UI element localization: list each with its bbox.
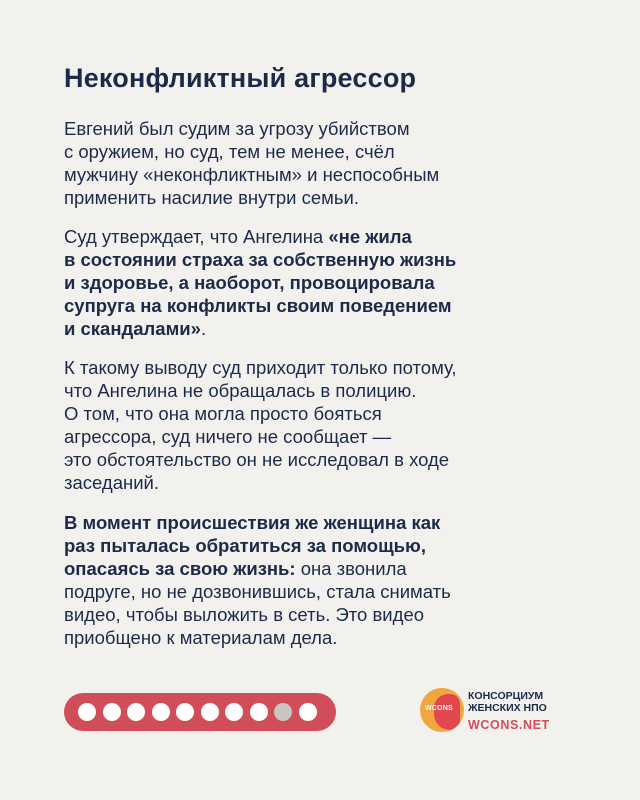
progress-dot — [103, 703, 121, 721]
text-line — [64, 294, 584, 317]
paragraph-2 — [64, 225, 584, 340]
text-line — [64, 225, 584, 248]
text-line — [64, 271, 584, 294]
text-segment: приобщено к материалам дела. — [64, 627, 338, 648]
text-segment: подруге, но не дозвонившись, стала снимать — [64, 581, 451, 602]
progress-dot — [299, 703, 317, 721]
text-line — [64, 163, 584, 186]
page-title: Неконфликтный агрессор — [64, 63, 417, 93]
text-line — [64, 140, 584, 163]
logo-mark-text: WCONS — [425, 705, 453, 712]
logo-url: WCONS.NET — [468, 718, 550, 732]
text-segment: мужчину «неконфликтным» и неспособным — [64, 164, 440, 185]
text-segment: видео, чтобы выложить в сеть. Это видео — [64, 604, 425, 625]
text-segment: О том, что она могла просто бояться — [64, 403, 382, 424]
bold-text-segment: «не жила — [328, 226, 412, 247]
text-line — [64, 603, 584, 626]
text-segment: это обстоятельство он не исследовал в ходе — [64, 449, 450, 470]
logo-name — [468, 690, 547, 714]
logo-name-line2: ЖЕНСКИХ НПО — [468, 702, 547, 714]
text-segment: применить насилие внутри семьи. — [64, 187, 359, 208]
text-line — [64, 117, 584, 140]
text-segment: что Ангелина не обращалась в полицию. — [64, 380, 417, 401]
bold-text-segment: раз пыталась обратиться за помощью, — [64, 535, 426, 556]
text-line — [64, 317, 584, 340]
text-segment: заседаний. — [64, 472, 160, 493]
paragraph-3 — [64, 356, 584, 494]
text-segment: она звонила — [295, 558, 407, 579]
logo-name-line1: КОНСОРЦИУМ — [468, 690, 544, 702]
progress-dot — [152, 703, 170, 721]
text-line — [64, 580, 584, 603]
text-line — [64, 471, 584, 494]
logo-face-shape — [434, 694, 460, 730]
paragraph-4 — [64, 511, 584, 649]
paragraph-1 — [64, 117, 584, 209]
text-line — [64, 402, 584, 425]
text-line — [64, 534, 584, 557]
text-segment: . — [200, 318, 207, 339]
progress-dot — [176, 703, 194, 721]
bold-text-segment: в состоянии страха за собственную жизнь — [64, 249, 457, 270]
text-line — [64, 557, 584, 580]
bold-text-segment: В момент происшествия же женщина как — [64, 512, 441, 533]
text-line — [64, 356, 584, 379]
progress-dot — [201, 703, 219, 721]
text-line — [64, 379, 584, 402]
wcons-logo — [420, 688, 590, 736]
text-segment: Суд утверждает, что Ангелина — [64, 226, 329, 247]
text-line — [64, 626, 584, 649]
progress-dot — [250, 703, 268, 721]
bold-text-segment: супруга на конфликты своим поведением — [64, 295, 452, 316]
text-segment: К такому выводу суд приходит только потому, — [64, 357, 457, 378]
text-line — [64, 448, 584, 471]
progress-dot — [225, 703, 243, 721]
text-segment: Евгений был судим за угрозу убийством — [64, 118, 410, 139]
text-segment: с оружием, но суд, тем не менее, счёл — [64, 141, 395, 162]
slide-progress-indicator — [64, 693, 336, 731]
logo-emblem — [420, 688, 464, 732]
bold-text-segment: и здоровье, а наоборот, провоцировала — [64, 272, 435, 293]
progress-dot — [78, 703, 96, 721]
text-segment: агрессора, суд ничего не сообщает — — [64, 426, 392, 447]
bold-text-segment: опасаясь за свою жизнь: — [64, 558, 296, 579]
text-line — [64, 511, 584, 534]
text-line — [64, 186, 584, 209]
text-line — [64, 248, 584, 271]
bold-text-segment: и скандалами» — [64, 318, 201, 339]
progress-dot — [127, 703, 145, 721]
progress-dot-current — [274, 703, 292, 721]
text-line — [64, 425, 584, 448]
